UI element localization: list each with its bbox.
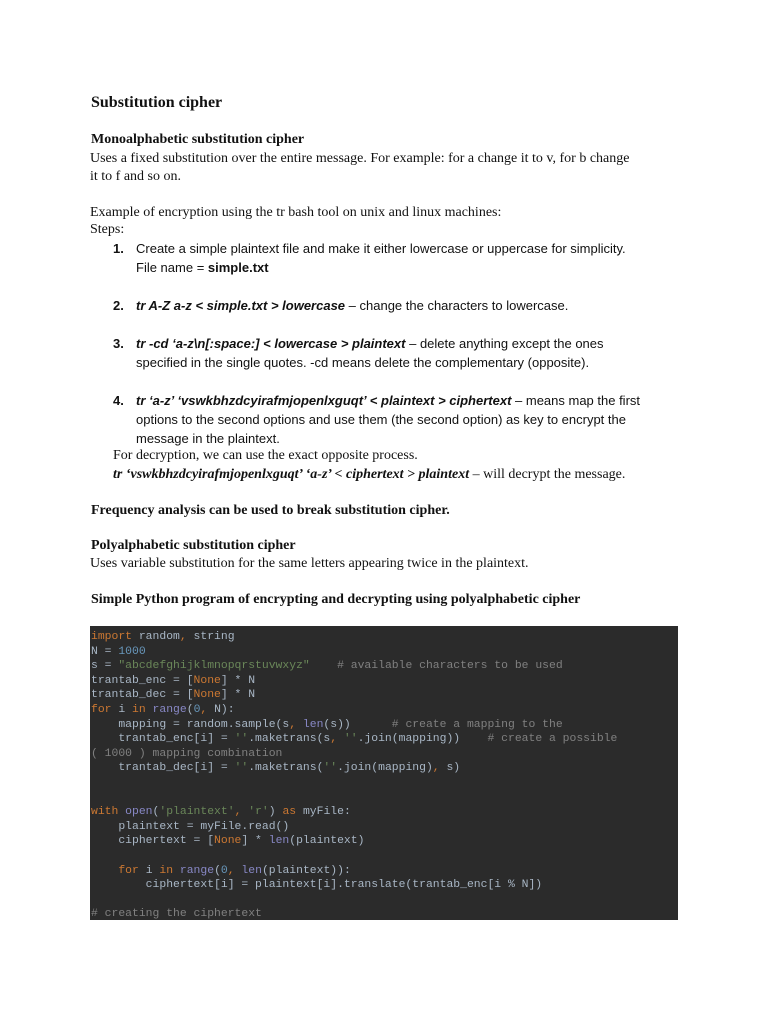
step-1-filename: simple.txt xyxy=(207,260,269,275)
step-3-line2: specified in the single quotes. -cd means delete the complementary (opposite). xyxy=(136,355,590,370)
step-4-number: 4. xyxy=(113,393,124,408)
decrypt-desc: – will decrypt the message. xyxy=(469,467,626,482)
step-2-line1 xyxy=(136,298,568,313)
step-3-line1 xyxy=(136,336,604,351)
steps-label: Steps: xyxy=(90,222,125,237)
step-2-number: 2. xyxy=(113,298,124,313)
code-line-14: plaintext = myFile.read() xyxy=(91,820,290,833)
step-1-filename-label: File name = xyxy=(136,260,208,275)
step-1-line2 xyxy=(136,260,269,275)
step-3-number: 3. xyxy=(113,336,124,351)
code-listing xyxy=(90,626,678,922)
code-line-4: trantab_enc = [None] * N xyxy=(91,674,256,687)
code-line-20: # creating the ciphertext xyxy=(91,908,262,921)
step-4-desc: – means map the first xyxy=(511,393,641,408)
code-line-7: mapping = random.sample(s, len(s)) # create a mapping to the xyxy=(91,718,563,731)
decrypt-note: For decryption, we can use the exact opposite process. xyxy=(113,448,418,463)
step-2-desc: – change the characters to lowercase. xyxy=(345,298,569,313)
step-1-line1: Create a simple plaintext file and make it either lowercase or uppercase for simplicity. xyxy=(136,241,626,256)
code-line-9: ( 1000 ) mapping combination xyxy=(91,747,283,760)
step-4-command: tr ‘a-z’ ‘vswkbhzdcyirafmjopenlxguqt’ < plaintext > ciphertext xyxy=(136,393,512,408)
decrypt-line xyxy=(113,467,625,483)
example-intro: Example of encryption using the tr bash tool on unix and linux machines: xyxy=(90,205,502,220)
code-line-5: trantab_dec = [None] * N xyxy=(91,689,256,702)
step-4-line2: options to the second options and use them (the second option) as key to encrypt the xyxy=(136,412,626,427)
python-heading: Simple Python program of encrypting and decrypting using polyalphabetic cipher xyxy=(91,592,581,607)
code-line-10: trantab_dec[i] = ''.maketrans(''.join(mapping), s) xyxy=(91,762,461,775)
step-2-command: tr A-Z a-z < simple.txt > lowercase xyxy=(136,298,346,313)
poly-line1: Uses variable substitution for the same letters appearing twice in the plaintext. xyxy=(90,556,529,571)
code-line-3: s = "abcdefghijklmnopqrstuvwxyz" # available characters to be used xyxy=(91,660,563,673)
code-line-8: trantab_enc[i] = ''.maketrans(s, ''.join(mapping)) # create a possible xyxy=(91,733,618,746)
code-line-13: with open('plaintext', 'r') as myFile: xyxy=(91,806,351,819)
code-line-15: ciphertext = [None] * len(plaintext) xyxy=(91,835,365,848)
code-line-18: ciphertext[i] = plaintext[i].translate(trantab_enc[i % N]) xyxy=(91,879,543,892)
step-3-desc: – delete anything except the ones xyxy=(405,336,604,351)
code-line-2: N = 1000 xyxy=(91,645,146,658)
poly-heading: Polyalphabetic substitution cipher xyxy=(91,538,296,553)
frequency-analysis-note: Frequency analysis can be used to break substitution cipher. xyxy=(91,503,450,518)
code-line-6: for i in range(0, N): xyxy=(91,703,235,716)
step-1-number: 1. xyxy=(113,241,124,256)
code-line-17: for i in range(0, len(plaintext)): xyxy=(91,864,351,877)
code-line-1: import random, string xyxy=(91,631,235,643)
code-block xyxy=(90,626,678,920)
mono-line1: Uses a fixed substitution over the entire message. For example: for a change it to v, for b change xyxy=(90,151,630,166)
mono-heading: Monoalphabetic substitution cipher xyxy=(91,132,305,147)
step-3-command: tr -cd ‘a-z\n[:space:] < lowercase > plaintext xyxy=(136,336,406,351)
mono-line2: it to f and so on. xyxy=(90,169,181,184)
page-title: Substitution cipher xyxy=(91,94,223,111)
step-4-line1 xyxy=(136,393,640,408)
step-4-line3: message in the plaintext. xyxy=(136,431,280,446)
decrypt-command: tr ‘vswkbhzdcyirafmjopenlxguqt’ ‘a-z’ < ciphertext > plaintext xyxy=(113,467,470,482)
